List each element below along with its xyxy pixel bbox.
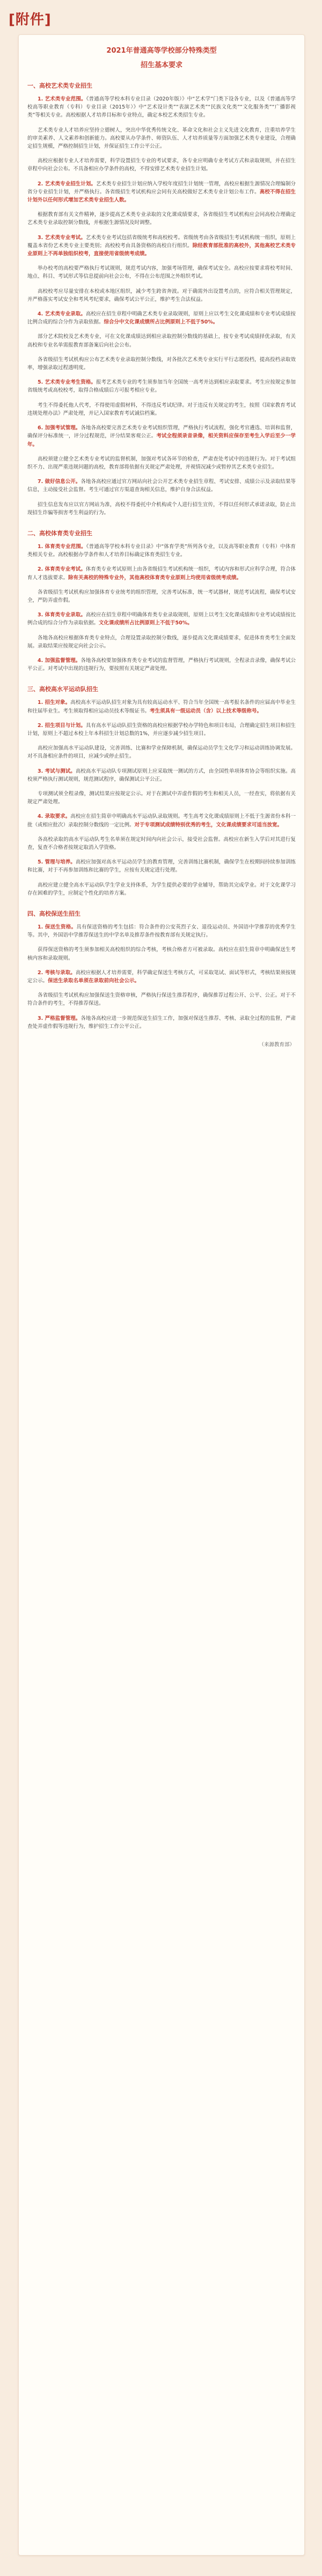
- section-heading: 四、高校保送生招生: [27, 910, 80, 918]
- paragraph-lead: 2. 招生项目与计划。: [38, 722, 86, 729]
- paragraph-text: 举办校考的高校要严格执行考试规则，规范考试内容，加强考场管理，确保考试安全。高校应按要求将校考时间、地点、科目、考试形式等信息提前向社会公布，不得在公布范围之外组织考试。: [27, 265, 296, 280]
- paragraph-text: 各地各高校要完善艺术类专业考试组织管理，严格执行考试流程，强化考官遴选、培训和监督，确保评分标准统一，评分过程规范，评分结果客观公正。: [27, 425, 296, 440]
- paragraph-text: 考生不得委托他人代考，不得使用虚假材料，不得违反考试纪律。对于违反有关规定的考生，按照《国家教育考试违规处理办法》严肃处理，并记入国家教育考试诚信档案。: [27, 402, 296, 416]
- section-heading: 二、高校体育类专业招生: [27, 529, 92, 537]
- paragraph: [27, 180, 296, 205]
- paragraph-text: 高校应建立健全高水平运动队学生学业支持体系，为学生提供必要的学业辅导，帮助其完成学业。对于文化课学习存在困难的学生，应制定个性化的培养方案。: [27, 882, 296, 896]
- section-heading: 一、高校艺术类专业招生: [27, 82, 92, 89]
- document-card: [18, 34, 305, 2556]
- paragraph: [27, 95, 296, 120]
- paragraph-text: 高校应根据专业人才培养需要，科学设置招生专业的考试要求，各专业应明确专业考试方式和录取规则，并在招生章程中向社会公布。不具备相应办学条件的高校，不得安排艺术类专业招生计划。: [27, 158, 296, 172]
- paragraph-text: 具有保送资格的考生包括：符合条件的公安英烈子女、退役运动员、外国语中学推荐的优秀学生等。其中，外国语中学推荐保送生的中学名单及推荐条件按教育部有关规定执行。: [27, 924, 296, 939]
- paragraph-lead: 1. 艺术类专业范围。: [38, 96, 86, 102]
- paragraph-text: 高校须建立健全艺术类专业考试的监督机制，加强对考试各环节的检查，严肃查处考试中的违规行为。对于考试组织不力、出现严重违规问题的高校，教育部将依据有关规定严肃处理，并视情况减少或暂停其艺术类专业招生。: [27, 456, 296, 470]
- paragraph: [27, 234, 296, 258]
- paragraph: [27, 744, 296, 760]
- paragraph: [27, 264, 296, 280]
- paragraph-text: 根据教育部有关文件精神，逐步提高艺术类专业录取的文化课成绩要求，各省级招生考试机构应会同高校合理确定艺术类专业录取控制分数线，并根据生源情况及时调整。: [27, 212, 296, 226]
- paragraph-highlight: 考试全程须录音录像，相关资料应保存至考生入学后至少一学年。: [27, 433, 296, 448]
- paragraph: [27, 881, 296, 897]
- paragraph-text: 艺术类专业考试包括省级统考和高校校考。省级统考由各省级招生考试机构统一组织，原则上覆盖本省份艺术类专业主要类别；高校校考由具备资格的高校自行组织。: [27, 234, 296, 249]
- paragraph: [27, 333, 296, 349]
- paragraph: [27, 588, 296, 605]
- paragraph-lead: 7. 做好信息公开。: [38, 479, 81, 485]
- paragraph-lead: 6. 加强考试管理。: [38, 425, 81, 431]
- paragraph-highlight: 高校不得在招生计划外以任何形式增加艺术类专业招生人数。: [27, 189, 296, 204]
- paragraph-highlight: 保送生录取名单须在录取前向社会公示。: [48, 978, 140, 984]
- paragraph: [27, 378, 296, 394]
- paragraph-text: 高校应在招生章程中明确艺术类专业录取规则，原则上应以考生文化课成绩和专业考试成绩按比例合成的综合分作为录取依据。: [27, 311, 296, 326]
- paragraph-text: 各省级招生考试机构应公布艺术类专业录取控制分数线，对各批次艺术类专业实行平行志愿投档，提高投档录取效率，增强录取过程透明度。: [27, 356, 296, 371]
- paragraph-text: 《普通高等学校本科专业目录（2020年版）》中“艺术学”门类下设各专业，以及《普通高等学校高等职业教育（专科）专业目录（2015年）》中“艺术设计类”“表演艺术类”“民族文化类”“文化服务类”“广播影视类”等相关专业。高校根据人才培养目标和专业特点，确定本校艺术类招生专业。: [27, 96, 296, 119]
- paragraph-lead: 1. 招生对象。: [38, 700, 71, 706]
- paragraph-text: 各地各高校应根据体育类专业特点，合理设置录取控制分数线，逐步提高文化课成绩要求，促进体育类考生全面发展。录取结果应按规定向社会公示。: [27, 635, 296, 649]
- paragraph-highlight: 除有关高校的特殊专业外，其他高校体育类专业原则上均使用省级统考成绩。: [68, 574, 242, 581]
- paragraph-lead: 1. 保送生资格。: [38, 924, 77, 931]
- paragraph-lead: 4. 录取要求。: [38, 814, 71, 820]
- paragraph-text: 各高校录取的高水平运动队考生名单须在规定时间内向社会公示，接受社会监督。高校应在新生入学后对其进行复查，复查不合格者按规定取消入学资格。: [27, 836, 296, 851]
- paragraph-lead: 3. 严格监督管理。: [38, 1015, 81, 1021]
- paragraph: [27, 836, 296, 852]
- document-footer: （来源教育部）: [259, 1042, 295, 1048]
- paragraph-text: 高校校考应尽量安排在本校或本地区组织，减少考生跨省奔波。对于确需外出设置考点的，应符合相关管理规定，并严格落实考试安全和考风考纪要求，确保考试公平公正，维护考生合法权益。: [27, 288, 296, 303]
- paragraph: [27, 543, 296, 559]
- paragraph: [27, 478, 296, 494]
- paragraph: [27, 611, 296, 627]
- paragraph-text: 《普通高等学校本科专业目录》中“体育学类”所列各专业，以及高等职业教育（专科）中体育类相关专业。高校根据办学条件和人才培养目标确定体育类招生专业。: [27, 543, 296, 558]
- paragraph: [27, 401, 296, 418]
- paragraph: [27, 946, 296, 962]
- section-heading: 三、高校高水平运动队招生: [27, 686, 98, 693]
- paragraph: [27, 858, 296, 874]
- paragraph-text: 专项测试须全程录像，测试结果应按规定公示。对于在测试中弄虚作假的考生和相关人员，一经查实，将依据有关规定严肃处理。: [27, 790, 296, 805]
- paragraph-text: 各省级招生考试机构应加强保送生资格审核，严格执行保送生推荐程序，确保推荐过程公开、公平、公正。对于不符合条件的考生，不得推荐保送。: [27, 992, 296, 1007]
- paragraph-text: 高校应在招生简章中明确高水平运动队录取规则。考生高考文化课成绩原则上不低于生源省份本科一批（或相应批次）录取控制分数线的一定比例。: [27, 814, 296, 828]
- paragraph: [27, 1014, 296, 1031]
- paragraph: [27, 356, 296, 372]
- paragraph: [27, 287, 296, 304]
- paragraph-text: 报考艺术类专业的考生须参加当年全国统一高考并达到相应录取要求。考生应按规定参加省级统考或高校校考，取得合格成绩后方可报考相应专业。: [27, 379, 296, 394]
- paragraph: [27, 211, 296, 227]
- paragraph: [27, 657, 296, 673]
- paragraph: [27, 790, 296, 806]
- paragraph-highlight: 综合分中文化课成绩所占比例原则上不低于50%。: [104, 319, 218, 326]
- paragraph-highlight: 考生须具有一级运动员（含）以上技术等级称号。: [150, 708, 262, 714]
- attachment-tag: [附件]: [9, 12, 52, 28]
- paragraph-text: 部分艺术院校及艺术类专业，可在文化课成绩达到相应录取控制分数线的基础上，按专业考试成绩择优录取，有关高校和专业名单需报教育部备案后向社会公布。: [27, 334, 296, 348]
- paragraph-text: 具有高水平运动队招生资格的高校应根据学校办学特色和项目布局，合理确定招生项目和招生计划，原则上不超过本校上年本科招生计划总数的1%，并应逐步减少招生项目。: [27, 722, 296, 737]
- paragraph: [27, 501, 296, 517]
- paragraph: [27, 991, 296, 1008]
- paragraph-lead: 5. 管理与培养。: [38, 859, 76, 866]
- paragraph-text: 各地各高校应进一步规范保送生招生工作，加强对保送生推荐、考核、录取全过程的监督，严肃查处弄虚作假等违规行为，维护招生工作公平公正。: [27, 1015, 296, 1030]
- paragraph: [27, 923, 296, 939]
- paragraph-lead: 2. 体育类专业考试。: [38, 566, 86, 573]
- paragraph: [27, 126, 296, 151]
- paragraph-lead: 3. 艺术类专业考试。: [38, 234, 86, 241]
- paragraph: [27, 455, 296, 471]
- paragraph: [27, 634, 296, 650]
- paragraph: [27, 969, 296, 985]
- paragraph-lead: 5. 艺术类专业考生资格。: [38, 379, 96, 386]
- paragraph-text: 高校应加强对高水平运动员学生的教育管理，完善训练比赛机制，确保学生在校期间持续参加训练和比赛，对于不再参加训练和比赛的学生，应按有关规定进行处理。: [27, 859, 296, 874]
- paragraph-text: 获得保送资格的考生须参加相关高校组织的综合考核，考核合格者方可被录取。高校应在招生简章中明确保送生考核内容和录取规则。: [27, 947, 296, 961]
- paragraph-highlight: 对于专项测试成绩特别优秀的考生，文化课成绩要求可适当放宽。: [134, 822, 283, 828]
- paragraph-lead: 2. 艺术类专业招生计划。: [38, 181, 96, 187]
- paragraph: [27, 157, 296, 173]
- paragraph: [27, 424, 296, 449]
- paragraph-lead: 4. 加强监督管理。: [38, 657, 81, 664]
- paragraph: [27, 699, 296, 715]
- paragraph: [27, 722, 296, 738]
- paragraph-highlight: 文化课成绩所占比例原则上不低于50%。: [99, 620, 193, 627]
- paragraph-text: 高校高水平运动队招生对象为具有较高运动水平、符合当年全国统一高考报名条件的应届高中毕业生和往届毕业生。考生须取得相应运动员技术等级证书。: [27, 700, 296, 714]
- paragraph-lead: 2. 考核与录取。: [38, 969, 76, 976]
- paragraph-highlight: 除经教育部批准的高校外，其他高校艺术类专业原则上不再单独组织校考，直接使用省级统考成绩。: [27, 242, 296, 257]
- paragraph-text: 各省级招生考试机构应加强体育专业统考的组织管理，完善考试标准，统一考试器材，规范考试流程，确保考试安全，严防弄虚作假。: [27, 589, 296, 603]
- document-title: 2021年普通高等学校部分特殊类型: [106, 47, 217, 55]
- paragraph-lead: 3. 体育类专业录取。: [38, 612, 86, 618]
- document-sections: [19, 81, 304, 1031]
- paragraph-text: 高校高水平运动队专项测试原则上应采取统一测试的方式，由全国性单项体育协会等组织实施。高校须严格执行测试规则，规范测试程序，确保测试公平公正。: [27, 768, 296, 782]
- paragraph: [27, 310, 296, 326]
- paragraph-text: 各地各高校要加强体育类专业考试的监督管理，严格执行考试规则，全程录音录像，确保考试公平公正。对考试中出现的违规行为，要按照有关规定严肃处理。: [27, 657, 296, 672]
- paragraph-lead: 4. 艺术类专业录取。: [38, 311, 86, 318]
- paragraph-text: 艺术类专业招生计划应纳入学校年度招生计划统一管理，高校应根据生源情况合理编制分省分专业招生计划，并严格执行。各省级招生考试机构应会同有关高校做好艺术类专业计划公布工作。: [27, 181, 296, 195]
- paragraph-text: 高校应根据人才培养需要，科学确定保送生考核方式，可采取笔试、面试等形式，考核结果须按规定公示。: [27, 969, 296, 984]
- paragraph-text: 体育类专业考试原则上由各省级招生考试机构统一组织，考试内容和形式应科学合理，符合体育人才选拔要求。: [27, 566, 296, 581]
- paragraph-text: 各地各高校应通过官方网站向社会公开艺术类专业招生章程、考试安排、成绩公示及录取结果等信息，主动接受社会监督。考生可通过官方渠道查询相关信息，维护自身合法权益。: [27, 479, 296, 493]
- paragraph-text: 艺术类专业人才培养应坚持立德树人，突出中华优秀传统文化、革命文化和社会主义先进文化教育，注重培养学生的审美素养、人文素养和创新能力。高校要从办学条件、师资队伍、人才培养质量等方面加强艺术类专业建设，合理确定招生规模，严格控制招生计划，并保证招生工作公平公正。: [27, 127, 296, 150]
- paragraph: [27, 565, 296, 581]
- paragraph: [27, 812, 296, 829]
- paragraph: [27, 767, 296, 783]
- paragraph-lead: 3. 考试与测试。: [38, 768, 76, 774]
- paragraph-text: 高校应加强高水平运动队建设，完善训练、比赛和学业保障机制，确保运动员学生文化学习和运动训练协调发展。对不具备相应条件的项目，应减少或停止招生。: [27, 745, 296, 760]
- document-subtitle: 招生基本要求: [140, 61, 182, 69]
- paragraph-lead: 1. 体育类专业范围。: [38, 543, 86, 550]
- paragraph-text: 招生信息发布应以官方网站为准，高校不得委托中介机构或个人进行招生宣传，不得以任何形式承诺录取，防止出现招生诈骗等损害考生利益的行为。: [27, 501, 296, 516]
- paragraph-text: 高校应在招生章程中明确体育类专业录取规则，原则上以考生文化课成绩和专业考试成绩按比例合成的综合分作为录取依据。: [27, 612, 296, 627]
